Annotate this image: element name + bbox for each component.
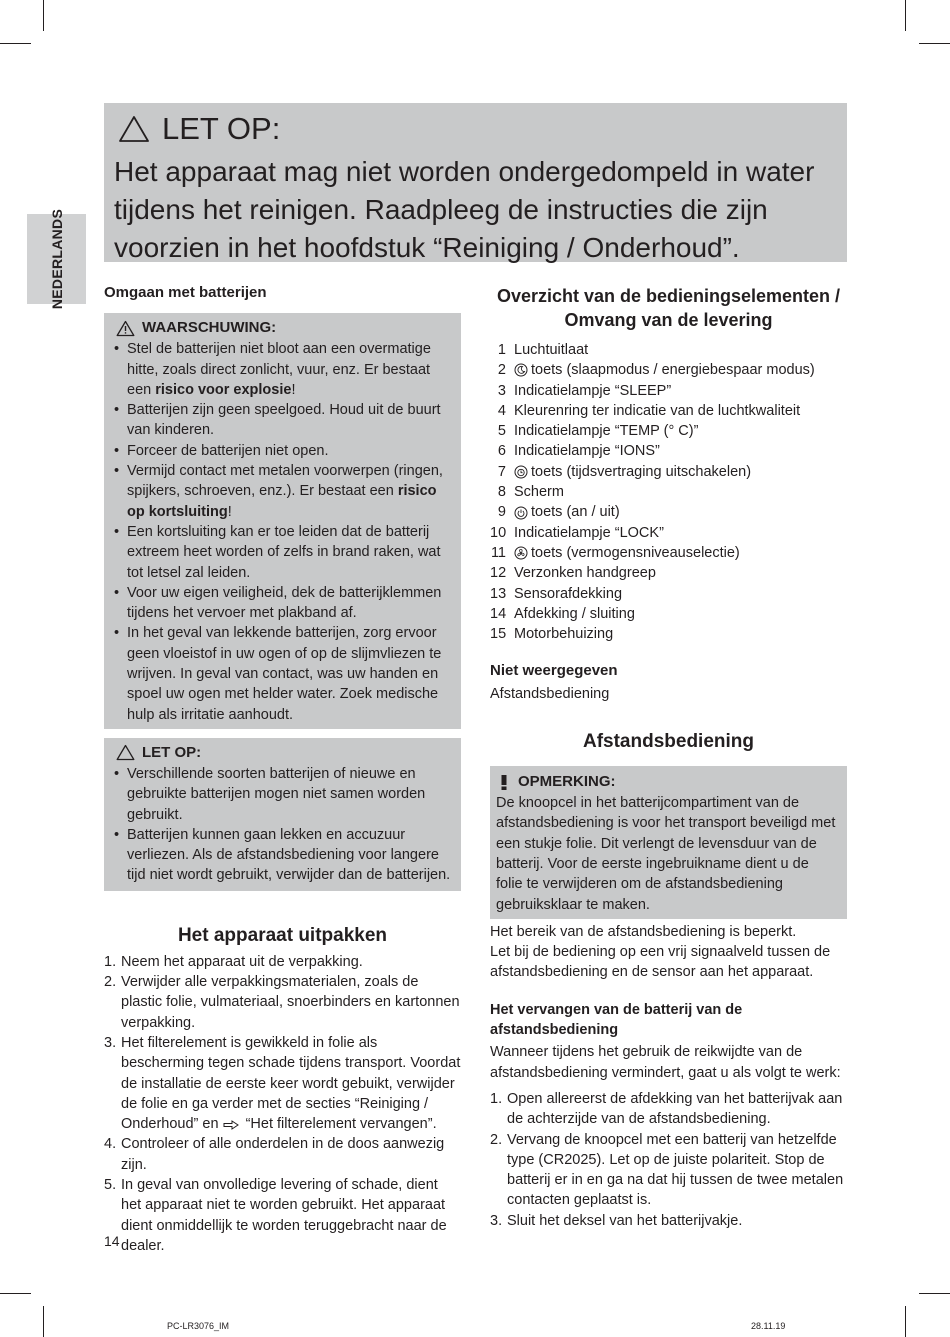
unpack-heading: Het apparaat uitpakken — [177, 924, 388, 946]
battery-warning-box — [104, 313, 461, 729]
list-item — [490, 1211, 847, 1231]
list-item — [490, 584, 847, 604]
overview-heading-line: Overzicht van de bedieningselementen / — [496, 286, 841, 306]
list-item — [490, 523, 847, 543]
bullet-emphasis: risico op kortsluiting — [127, 483, 437, 520]
step-text: In geval van onvolledige levering of schade, dient het apparaat niet te worden gebruikt. Het apparaat dient onmiddellijk te worden teruggebracht naar de dealer. — [121, 1176, 447, 1254]
item-number: 2 — [497, 362, 506, 379]
bullet-text: ! — [227, 503, 232, 520]
crop-mark — [0, 1293, 31, 1294]
remote-heading: Afstandsbediening — [582, 731, 754, 753]
crop-mark — [43, 1306, 44, 1337]
item-text: Indicatielampje “SLEEP” — [514, 382, 672, 399]
bullet-text: ! — [291, 381, 296, 398]
crop-mark — [43, 0, 44, 31]
item-text: Luchtuitlaat — [514, 342, 589, 358]
step-number: 3. — [490, 1212, 503, 1229]
step-text: Neem het apparaat uit de verpakking. — [121, 953, 363, 970]
item-text: Indicatielampje “TEMP (° C)” — [514, 423, 699, 440]
item-text: Indicatielampje “LOCK” — [514, 524, 664, 541]
overview-heading-line: Omvang van de levering — [564, 310, 773, 330]
top-notice-header — [114, 109, 847, 149]
list-item — [490, 462, 847, 482]
list-item: • Batterijen kunnen gaan lekken en accuzuur verliezen. Als de afstandsbediening voor langere tijd niet wordt gebruikt, verwijder dan de batterijen. — [110, 825, 451, 886]
item-text: Kleurenring ter indicatie van de luchtkwaliteit — [514, 402, 801, 419]
list-item — [490, 1130, 847, 1211]
unpack-steps — [104, 952, 461, 1256]
step-number: 4. — [104, 1136, 117, 1153]
step-text: Vervang de knoopcel met een batterij van hetzelfde type (CR2025). Let op de juiste polariteit. Stop de batterij er in en ga na dat hij tussen de twee metalen contacten geplaatst is. — [507, 1131, 844, 1209]
step-number: 1. — [104, 953, 117, 970]
list-item — [490, 543, 847, 563]
list-item — [490, 624, 847, 644]
list-item — [104, 1175, 461, 1256]
caution-list — [110, 764, 451, 886]
remote-paragraph: Het bereik van de afstandsbediening is beperkt. — [490, 923, 797, 940]
list-item: • Voor uw eigen veiligheid, dek de batterijklemmen tijdens het vervoer met plakband af. — [110, 583, 451, 624]
list-item — [110, 339, 451, 400]
warning-header — [110, 317, 451, 339]
item-number: 5 — [497, 423, 506, 440]
list-item — [104, 972, 461, 1033]
top-notice-text: Het apparaat mag niet worden ondergedompeld in water tijdens het reinigen. Raadpleeg de instructies die zijn voorzien in het hoofdstuk “Reiniging / Onderhoud”. — [114, 156, 815, 263]
not-shown-item: Afstandsbediening — [490, 685, 610, 702]
crop-mark — [905, 0, 906, 31]
bullet-text: Stel de batterijen niet bloot aan een overmatige hitte, zoals direct zonlicht, vuur, enz. Er bestaat een — [127, 341, 431, 398]
page-number: 14 — [104, 1233, 120, 1249]
list-item — [490, 1089, 847, 1130]
list-item — [490, 604, 847, 624]
step-text-part: “Het filterelement vervangen”. — [241, 1116, 437, 1133]
list-item — [104, 1134, 461, 1175]
warning-triangle-icon — [116, 744, 135, 761]
language-side-tab — [27, 208, 86, 310]
list-item: • Verschillende soorten batterijen of nieuwe en gebruikte batterijen mogen niet samen worden gebruikt. — [110, 764, 451, 825]
battery-caution-box — [104, 738, 461, 891]
item-text: Motorbehuizing — [514, 626, 614, 643]
item-text: Indicatielampje “IONS” — [514, 443, 660, 460]
item-number: 4 — [497, 402, 506, 419]
warning-triangle-icon — [116, 320, 135, 337]
overview-items — [490, 340, 847, 644]
item-text: Verzonken handgreep — [514, 565, 656, 582]
warning-triangle-icon — [118, 115, 150, 143]
step-text — [121, 1033, 461, 1134]
info-icon — [498, 774, 510, 791]
note-title: OPMERKING: — [518, 773, 616, 791]
list-item — [490, 401, 847, 421]
item-number: 15 — [490, 626, 507, 643]
item-text: Scherm — [514, 484, 564, 501]
list-item — [490, 482, 847, 502]
list-item — [490, 360, 847, 380]
print-date: 28.11.19 — [751, 1321, 786, 1331]
item-number: 1 — [497, 342, 506, 358]
item-text: toets (vermogensniveauselectie) — [531, 544, 740, 561]
step-text: Open allereerst de afdekking van het batterijvak aan de achterzijde van de afstandsbediening. — [507, 1090, 843, 1128]
remote-note-box — [490, 766, 847, 919]
list-item: • In het geval van lekkende batterijen, zorg ervoor geen vloeistof in uw ogen of op de slijmvliezen te wrijven. In geval van contact, was uw handen en spoel uw ogen met helder water. Zoek medische hulp als irritatie aanhoudt. — [110, 623, 451, 724]
item-number: 7 — [497, 463, 506, 480]
replace-intro: Wanneer tijdens het gebruik de reikwijdte van de afstandsbediening vermindert, gaat u als volgt te werk: — [490, 1044, 841, 1081]
item-text: Afdekking / sluiting — [514, 605, 635, 622]
batteries-heading: Omgaan met batterijen — [104, 284, 267, 301]
crop-mark — [919, 43, 950, 44]
replace-steps — [490, 1089, 847, 1231]
item-number: 3 — [497, 382, 506, 399]
item-number: 9 — [497, 504, 506, 521]
step-number: 2. — [104, 974, 117, 991]
left-column — [104, 283, 461, 1256]
item-number: 14 — [490, 605, 507, 622]
timer-icon — [514, 465, 528, 479]
step-number: 2. — [490, 1131, 503, 1148]
right-column — [490, 284, 847, 1231]
bullet-emphasis: risico voor explosie — [155, 381, 292, 398]
power-icon — [514, 506, 528, 520]
list-item — [490, 563, 847, 583]
list-item — [110, 461, 451, 522]
step-text: Sluit het deksel van het batterijvakje. — [507, 1212, 743, 1229]
remote-paragraph: Let bij de bediening op een vrij signaalveld tussen de afstandsbediening en de sensor aan het apparaat. — [490, 944, 831, 981]
language-label: NEDERLANDS — [48, 208, 65, 310]
crop-mark — [0, 43, 31, 44]
item-text: toets (slaapmodus / energiebespaar modus) — [531, 362, 815, 379]
step-number: 3. — [104, 1034, 117, 1051]
arrow-right-icon — [223, 1120, 239, 1130]
replace-heading: Het vervangen van de batterij van de afstandsbediening — [490, 1001, 743, 1039]
item-number: 13 — [490, 585, 507, 602]
step-number: 5. — [104, 1176, 117, 1193]
list-item: • Een kortsluiting kan er toe leiden dat de batterij extreem heet worden of zelfs in brand raken, wat tot letsel zal leiden. — [110, 522, 451, 583]
top-notice-box — [104, 103, 847, 262]
top-notice-title: LET OP: — [162, 111, 281, 146]
note-text: De knoopcel in het batterijcompartiment van de afstandsbediening is voor het transport beveiligd met een stukje folie. Dit verlengt de levensduur van de batterij. Voor de eerste ingebruikname dient u de folie te verwijderen om de afstandsbediening gebruiksklaar te maken. — [496, 795, 836, 913]
sleep-mode-icon — [514, 363, 528, 377]
list-item — [490, 381, 847, 401]
step-text: Verwijder alle verpakkingsmaterialen, zoals de plastic folie, vulmateriaal, snoerbinders en kartonnen verpakking. — [121, 974, 460, 1031]
item-text: Sensorafdekking — [514, 585, 623, 602]
bullet-text: Vermijd contact met metalen voorwerpen (ringen, spijkers, schroeven, enz.). Er bestaat een — [127, 463, 443, 500]
item-text: toets (an / uit) — [531, 504, 620, 521]
item-number: 11 — [490, 544, 506, 561]
item-number: 10 — [490, 524, 507, 541]
list-item — [490, 502, 847, 522]
step-number: 1. — [490, 1090, 503, 1107]
list-item — [490, 441, 847, 461]
list-item: • Batterijen zijn geen speelgoed. Houd uit de buurt van kinderen. — [110, 400, 451, 441]
caution-title: LET OP: — [142, 743, 202, 761]
list-item — [104, 952, 461, 972]
crop-mark — [905, 1306, 906, 1337]
list-item — [490, 421, 847, 441]
item-number: 8 — [497, 484, 506, 501]
list-item: • Forceer de batterijen niet open. — [110, 441, 451, 461]
step-text-part: Het filterelement is gewikkeld in folie als bescherming tegen schade tijdens transport. Voordat de installatie de eerste keer wordt gebuikt, verwijder de folie en ga verder met de secties “Reiniging / Onderhoud” en — [121, 1034, 461, 1133]
overview-heading — [490, 284, 847, 332]
list-item — [104, 1033, 461, 1134]
item-text: toets (tijdsvertraging uitschakelen) — [531, 463, 752, 480]
warning-title: WAARSCHUWING: — [142, 319, 277, 337]
item-number: 6 — [497, 443, 506, 460]
fan-speed-icon — [514, 546, 528, 560]
caution-header — [110, 742, 451, 764]
warning-list — [110, 339, 451, 725]
crop-mark — [919, 1293, 950, 1294]
note-header — [496, 771, 839, 793]
not-shown-heading: Niet weergegeven — [490, 662, 618, 680]
document-id: PC-LR3076_IM — [167, 1321, 230, 1331]
item-number: 12 — [490, 565, 507, 582]
step-text: Controleer of alle onderdelen in de doos aanwezig zijn. — [121, 1136, 445, 1173]
list-item — [490, 340, 847, 360]
